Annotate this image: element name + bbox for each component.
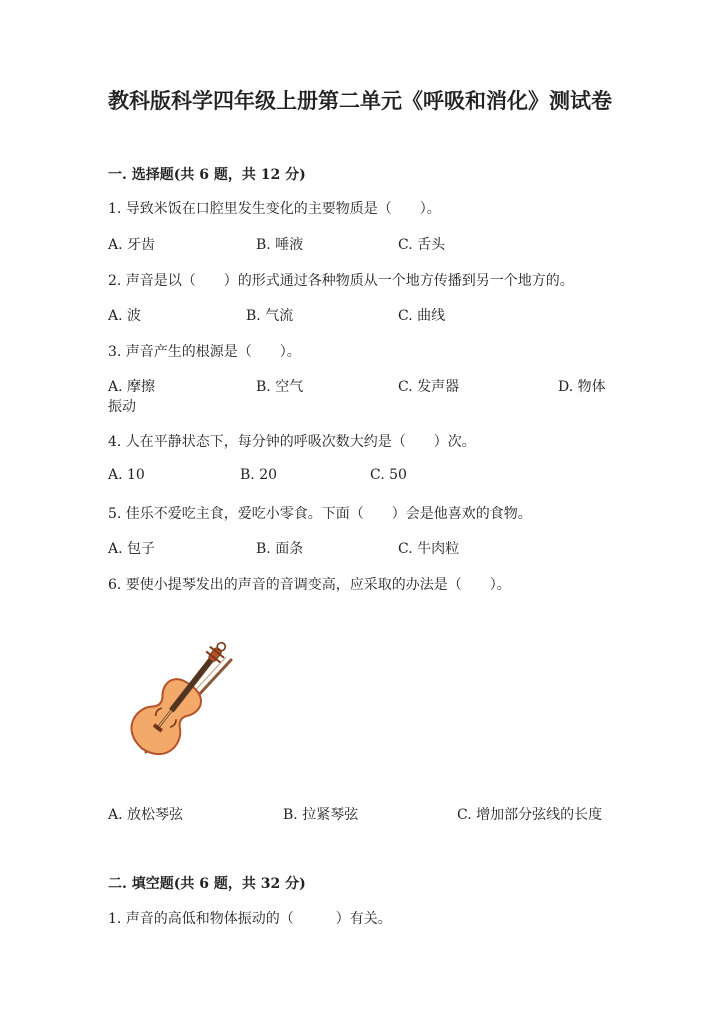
option-4a: A. 10	[108, 467, 145, 483]
section-heading-choice: 一. 选择题(共 6 题，共 12 分)	[108, 167, 306, 183]
option-5a: A. 包子	[108, 541, 156, 557]
option-3c: C. 发声器	[398, 379, 460, 395]
page-title: 教科版科学四年级上册第二单元《呼吸和消化》测试卷	[108, 88, 612, 113]
question-6: 6. 要使小提琴发出的声音的音调变高，应采取的办法是（ ）。	[108, 577, 511, 593]
option-2c: C. 曲线	[398, 308, 446, 324]
question-2: 2. 声音是以（ ）的形式通过各种物质从一个地方传播到另一个地方的。	[108, 273, 574, 289]
option-5b: B. 面条	[256, 541, 304, 557]
option-3d: D. 物体	[558, 379, 606, 395]
option-6c: C. 增加部分弦线的长度	[457, 807, 603, 823]
option-3a: A. 摩擦	[108, 379, 156, 395]
option-6a: A. 放松琴弦	[108, 807, 184, 823]
question-5: 5. 佳乐不爱吃主食，爱吃小零食。下面（ ）会是他喜欢的食物。	[108, 506, 532, 522]
option-1a: A. 牙齿	[108, 237, 156, 253]
option-3d-continued: 振动	[108, 399, 136, 415]
violin-illustration	[108, 624, 244, 764]
option-4c: C. 50	[370, 467, 407, 483]
option-6b: B. 拉紧琴弦	[283, 807, 359, 823]
fill-question-1: 1. 声音的高低和物体振动的（ ）有关。	[108, 911, 392, 927]
question-1: 1. 导致米饭在口腔里发生变化的主要物质是（ ）。	[108, 201, 441, 217]
option-3b: B. 空气	[256, 379, 304, 395]
option-1b: B. 唾液	[256, 237, 304, 253]
question-3: 3. 声音产生的根源是（ ）。	[108, 344, 301, 360]
option-2b: B. 气流	[246, 308, 294, 324]
section-heading-fill: 二. 填空题(共 6 题，共 32 分)	[108, 876, 306, 892]
option-1c: C. 舌头	[398, 237, 446, 253]
option-4b: B. 20	[240, 467, 278, 483]
question-4: 4. 人在平静状态下，每分钟的呼吸次数大约是（ ）次。	[108, 434, 476, 450]
option-5c: C. 牛肉粒	[398, 541, 460, 557]
option-2a: A. 波	[108, 308, 142, 324]
